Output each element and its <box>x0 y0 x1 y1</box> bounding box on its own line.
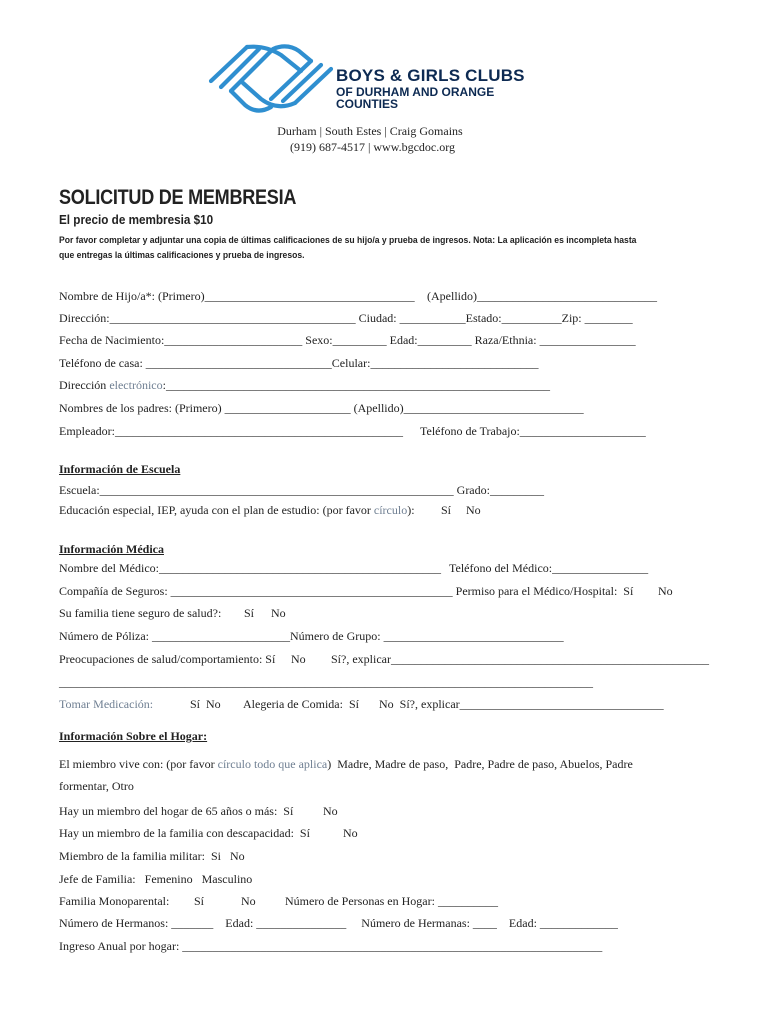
insurance-company-field[interactable]: Compañía de Seguros: _______________________________________________ Permiso para el Médico/Hospital: Sí <box>59 584 634 598</box>
email-line: :________________________________________________________________ <box>162 378 550 392</box>
school-heading: Información de Escuela <box>59 462 181 476</box>
doctor-name-field[interactable]: Nombre del Médico:_______________________________________________ <box>59 561 441 575</box>
logo-line-2: OF DURHAM AND ORANGE <box>336 85 495 99</box>
special-ed-yes-option[interactable]: Sí <box>441 503 452 517</box>
school-grade-field[interactable]: Escuela:___________________________________________________________ Grado:_________ <box>59 483 544 497</box>
senior-member-question: Hay un miembro del hogar de 65 años o más: Sí <box>59 804 294 818</box>
header-locations: Durham | South Estes | Craig Gomains <box>277 124 463 138</box>
form-instructions-2: que entregas la últimas calificaciones y prueba de ingresos. <box>59 250 305 260</box>
food-allergy-question: Alegeria de Comida: Sí <box>243 697 359 711</box>
club-logo-icon <box>207 41 335 117</box>
household-income-field[interactable]: Ingreso Anual por hogar: ______________________________________________________________________ <box>59 939 603 953</box>
home-heading: Información Sobre el Hogar: <box>59 729 208 743</box>
medication-label: Tomar Medicación: <box>59 697 154 711</box>
lives-with-options-cont[interactable]: formentar, Otro <box>59 779 134 793</box>
single-parent-yes-option[interactable]: Sí <box>194 894 205 908</box>
disability-question: Hay un miembro de la familia con descapacidad: Sí <box>59 826 310 840</box>
parents-names-field[interactable]: Nombres de los padres: (Primero) _____________________ (Apellido)______________________________ <box>59 401 584 415</box>
birth-date-field[interactable]: Fecha de Nacimiento:_______________________ Sexo:_________ Edad:_________ Raza/Ethnia: ________________ <box>59 333 636 347</box>
club-logo-text <box>336 66 525 110</box>
doctor-phone-field[interactable]: Teléfono del Médico:________________ <box>449 561 649 575</box>
health-insurance-question: Su familia tiene seguro de salud?: <box>59 606 222 620</box>
child-name-last-field[interactable]: (Apellido)______________________________ <box>427 289 657 303</box>
email-field[interactable] <box>59 378 550 393</box>
form-instructions-1: Por favor completar y adjuntar una copia de últimas calificaciones de su hijo/a y prueba de ingresos. Nota: La aplicación es incompleta hasta <box>59 235 637 245</box>
senior-member-no-option[interactable]: No <box>323 804 338 818</box>
medication-options[interactable]: Sí No <box>190 697 221 711</box>
form-price: El precio de membresia $10 <box>59 212 214 227</box>
lives-with-options: ) Madre, Madre de paso, Padre, Padre de paso, Abuelos, Padre <box>327 757 633 771</box>
special-ed-text-end: ): <box>407 503 415 517</box>
lives-with-question[interactable] <box>59 757 633 772</box>
hospital-permission-no-option[interactable]: No <box>658 584 673 598</box>
disability-no-option[interactable]: No <box>343 826 358 840</box>
health-concerns-no-option[interactable]: No <box>291 652 306 666</box>
health-insurance-yes-option[interactable]: Sí <box>244 606 255 620</box>
email-word: electrónico <box>109 378 163 392</box>
header-contact: (919) 687-4517 | www.bgcdoc.org <box>289 140 456 154</box>
medical-heading: Información Médica <box>59 542 164 556</box>
lives-with-text: El miembro vive con: (por favor <box>59 757 218 771</box>
head-of-household-question[interactable]: Jefe de Familia: Femenino Masculino <box>59 872 253 886</box>
single-parent-no-option[interactable]: No <box>241 894 256 908</box>
address-field[interactable]: Dirección:_________________________________________ Ciudad: ___________Estado:__________Zip: ________ <box>59 311 633 325</box>
special-ed-text: Educación especial, IEP, ayuda con el plan de estudio: (por favor <box>59 503 374 517</box>
food-allergy-explain-field[interactable]: No Sí?, explicar__________________________________ <box>379 697 664 711</box>
lives-with-circle-word: círculo todo que aplica <box>217 757 328 771</box>
form-title: SOLICITUD DE MEMBRESIA <box>59 186 297 209</box>
special-ed-circle-word: círculo <box>373 503 408 517</box>
child-name-first-field[interactable]: Nombre de Hijo/a*: (Primero)___________________________________ <box>59 289 415 303</box>
special-ed-no-option[interactable]: No <box>466 503 481 517</box>
health-concerns-explain-field[interactable]: Sí?, explicar_____________________________________________________ <box>331 652 709 666</box>
employer-field[interactable]: Empleador:________________________________________________ <box>59 424 403 438</box>
home-phone-field[interactable]: Teléfono de casa: _______________________________Celular:____________________________ <box>59 356 539 370</box>
health-concerns-question: Preocupaciones de salud/comportamiento: Sí <box>59 652 276 666</box>
health-concerns-extra-line[interactable]: _________________________________________________________________________________________ <box>59 675 593 689</box>
health-insurance-no-option[interactable]: No <box>271 606 286 620</box>
military-question[interactable]: Miembro de la familia militar: Si No <box>59 849 245 863</box>
special-ed-question <box>59 503 415 518</box>
siblings-field[interactable]: Número de Hermanos: _______ Edad: _______________ Número de Hermanas: ____ Edad: _____________ <box>59 916 618 930</box>
logo-line-1: BOYS & GIRLS CLUBS <box>336 66 525 85</box>
work-phone-field[interactable]: Teléfono de Trabajo:_____________________ <box>420 424 646 438</box>
household-count-field[interactable]: Número de Personas en Hogar: __________ <box>285 894 498 908</box>
email-label: Dirección <box>59 378 110 392</box>
policy-group-number-field[interactable]: Número de Póliza: _______________________Número de Grupo: ______________________________ <box>59 629 564 643</box>
logo-line-3: COUNTIES <box>336 97 399 111</box>
single-parent-question: Familia Monoparental: <box>59 894 170 908</box>
